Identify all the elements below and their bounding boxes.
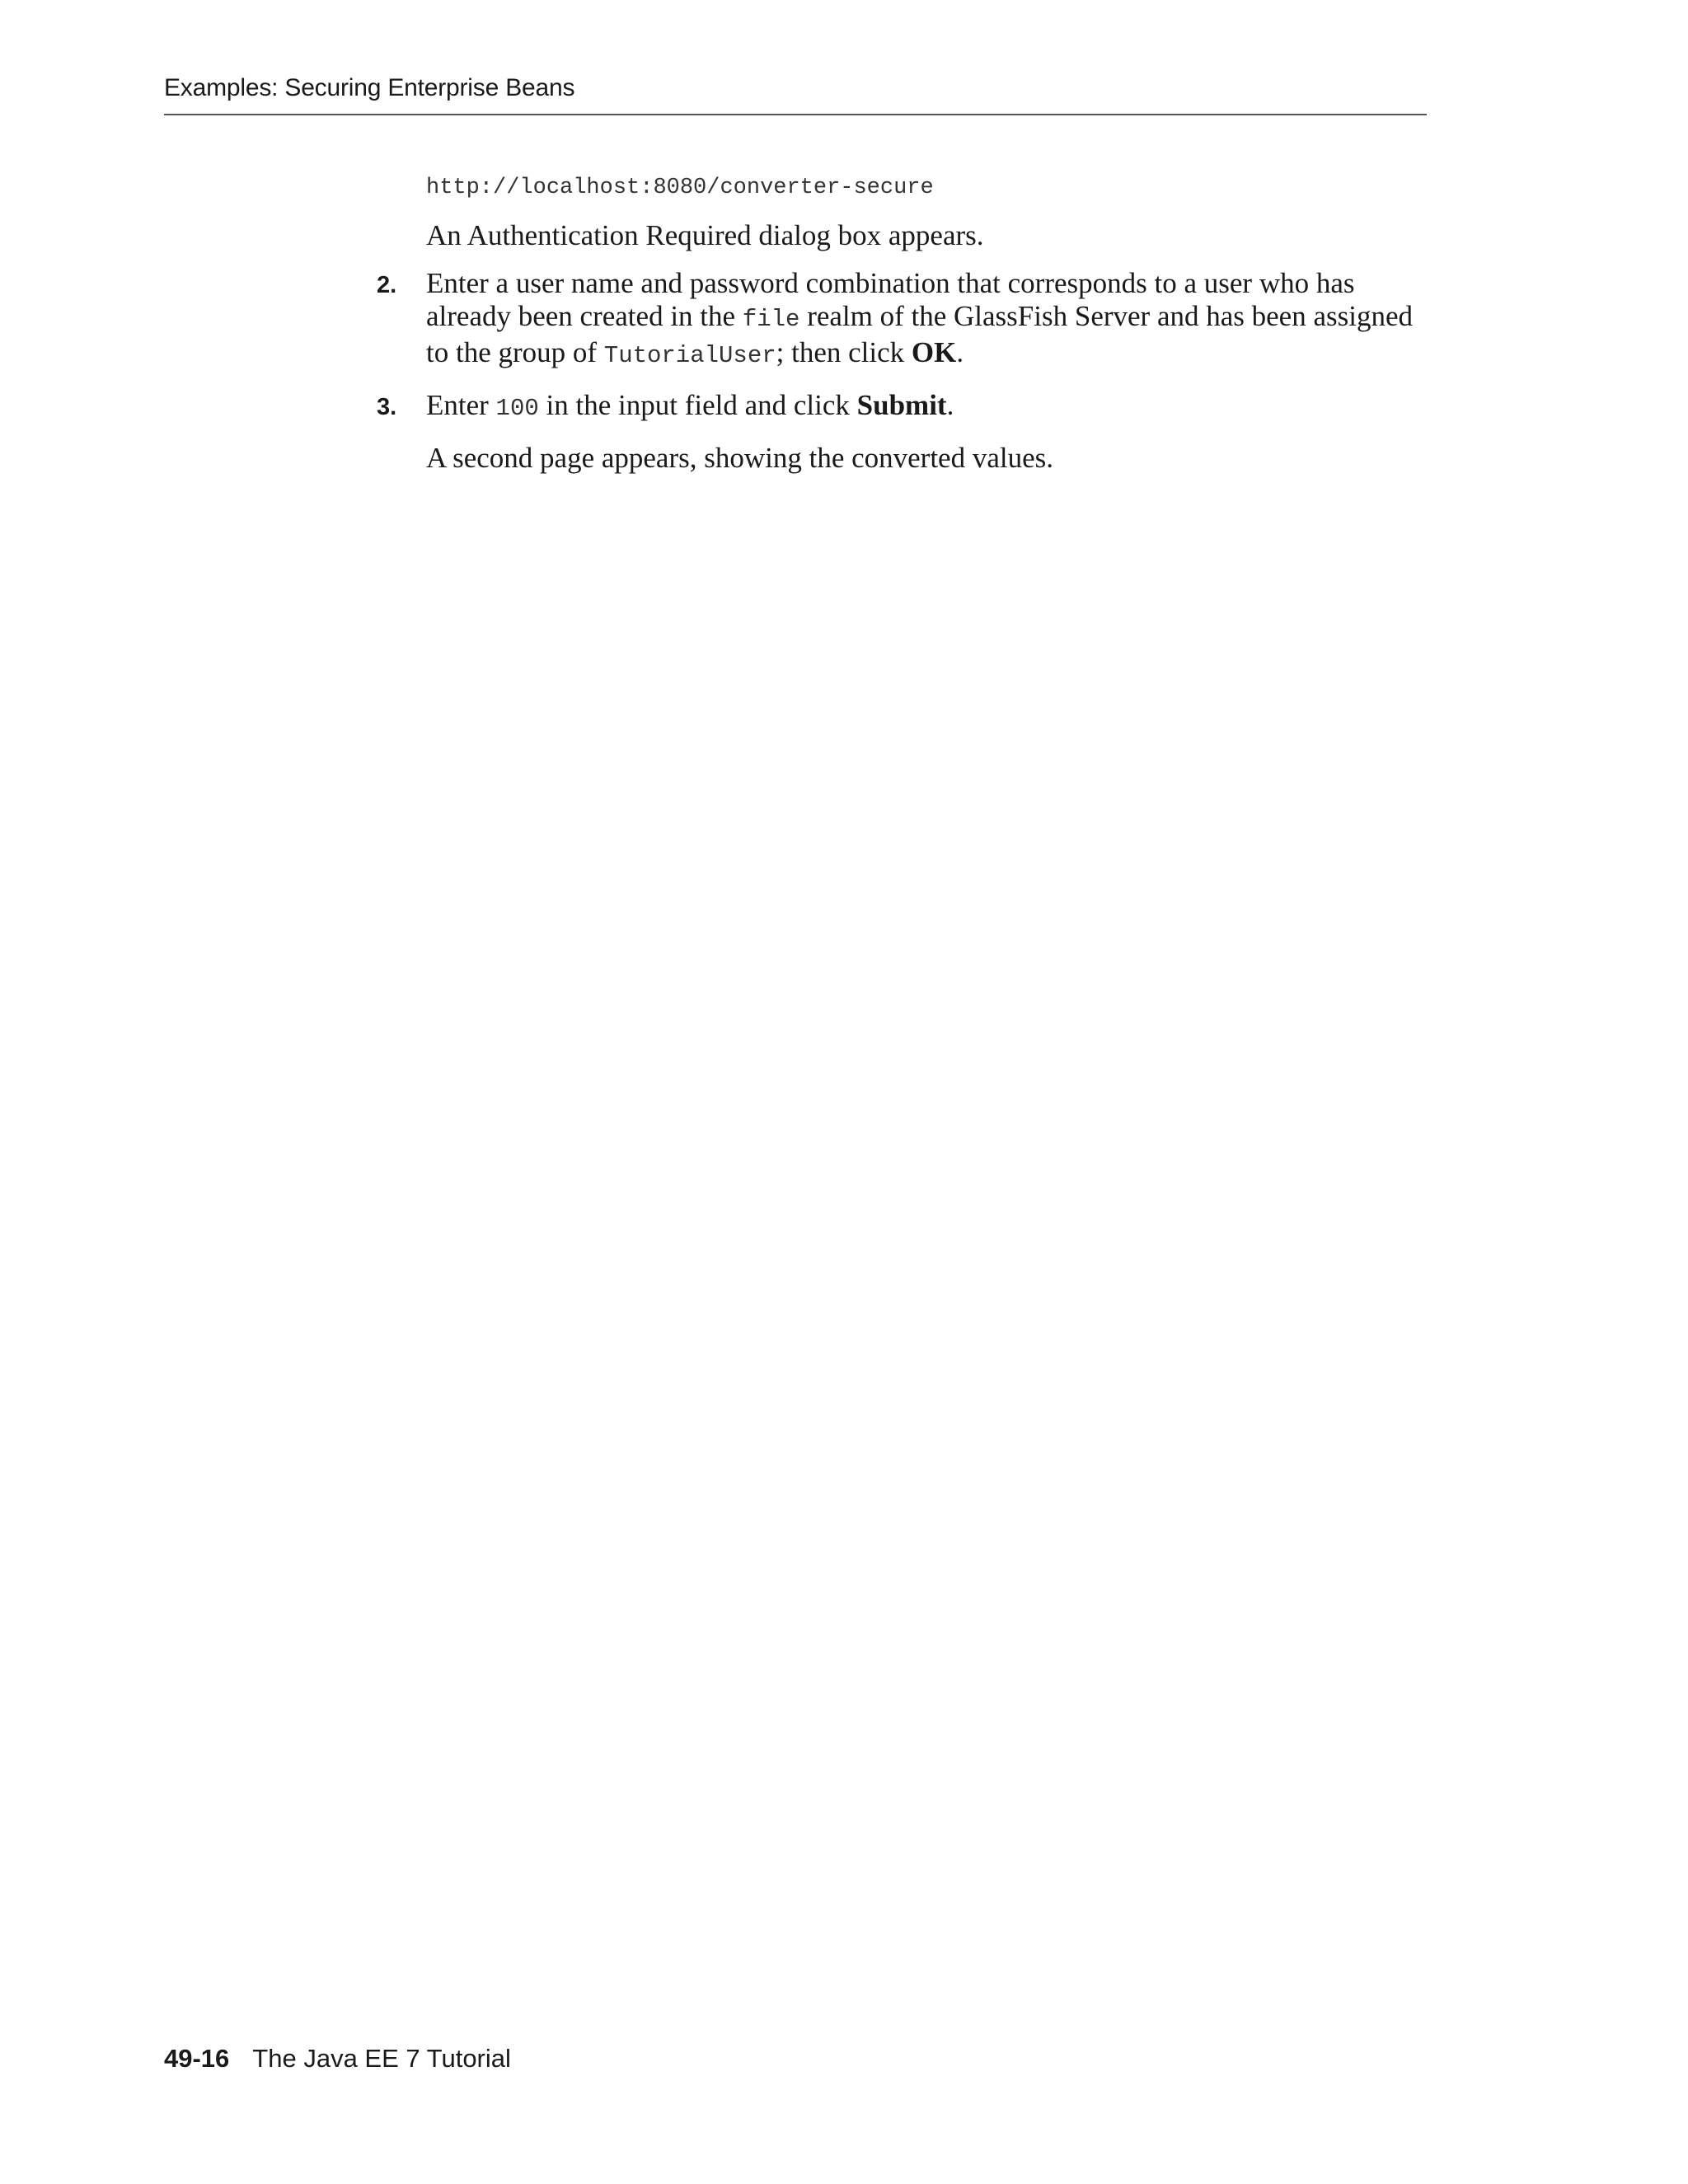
page-content (377, 173, 1432, 475)
header-divider (164, 114, 1427, 115)
page-number: 49-16 (164, 2044, 230, 2073)
step-3-number: 3. (377, 394, 397, 420)
code-tutorialuser: TutorialUser (603, 342, 776, 369)
ok-label: OK (911, 336, 957, 368)
auth-dialog-paragraph: An Authentication Required dialog box appears. (426, 219, 984, 251)
step-3 (377, 389, 1432, 475)
book-title: The Java EE 7 Tutorial (252, 2044, 511, 2073)
code-file: file (742, 306, 800, 333)
step-2 (377, 267, 1432, 373)
code-100: 100 (495, 395, 539, 422)
step-2-text: Enter a user name and password combination that corresponds to a user who has already been created in the file realm of the GlassFish Server and has been assigned to the group of TutorialUser; then click OK. (426, 267, 1413, 369)
running-header: Examples: Securing Enterprise Beans (164, 74, 575, 101)
url-code-line: http://localhost:8080/converter-secure (426, 176, 934, 200)
step-2-number: 2. (377, 272, 397, 298)
page-footer (164, 2044, 511, 2074)
step-3-text: Enter 100 in the input field and click Submit. (426, 389, 954, 422)
submit-label: Submit (856, 389, 947, 421)
result-paragraph: A second page appears, showing the converted values. (426, 442, 1054, 474)
